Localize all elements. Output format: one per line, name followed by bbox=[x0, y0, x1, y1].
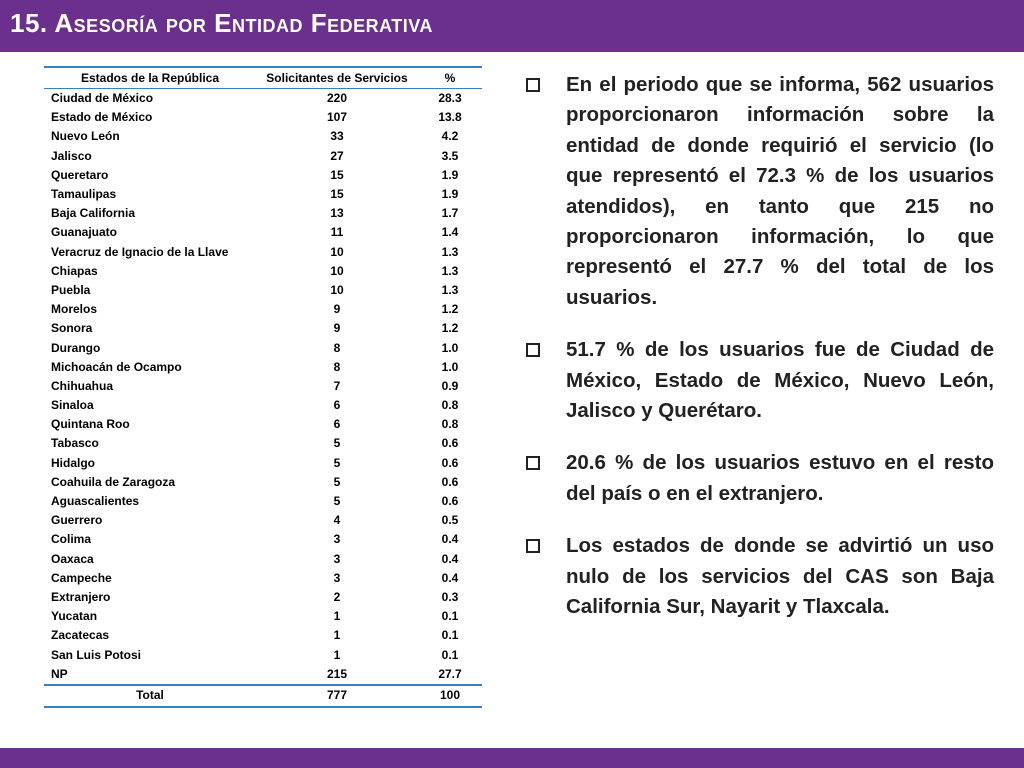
bullet-text: 20.6 % de los usuarios estuvo en el resto del país o en el extranjero. bbox=[566, 451, 994, 505]
checkbox-bullet-icon bbox=[526, 456, 540, 470]
applicants-cell: 9 bbox=[333, 321, 341, 336]
state-name-cell: Zacatecas bbox=[51, 628, 110, 643]
table-row bbox=[44, 166, 482, 185]
total-applicants: 777 bbox=[256, 685, 418, 707]
state-name-cell: Michoacán de Ocampo bbox=[51, 359, 182, 374]
percent-cell: 1.4 bbox=[441, 225, 459, 240]
percent-cell: 1.2 bbox=[441, 302, 459, 317]
table-row bbox=[44, 358, 482, 377]
state-name-cell: Guanajuato bbox=[51, 225, 118, 240]
applicants-cell: 6 bbox=[333, 417, 341, 432]
percent-cell: 0.4 bbox=[441, 570, 459, 585]
percent-cell: 13.8 bbox=[438, 110, 462, 125]
table-row bbox=[44, 243, 482, 262]
percent-cell: 1.3 bbox=[441, 244, 459, 259]
table-row bbox=[44, 473, 482, 492]
applicants-cell: 1 bbox=[333, 647, 341, 662]
table-row bbox=[44, 319, 482, 338]
state-name-cell: Tamaulipas bbox=[51, 187, 117, 202]
slide-title: 15. Asesoría por Entidad Federativa bbox=[10, 8, 433, 38]
table-row bbox=[44, 127, 482, 146]
state-name-cell: Puebla bbox=[51, 282, 91, 297]
total-percent: 100 bbox=[418, 685, 482, 707]
percent-cell: 0.6 bbox=[441, 436, 459, 451]
table-row bbox=[44, 492, 482, 511]
state-name-cell: Guerrero bbox=[51, 513, 103, 528]
state-name-cell: Sonora bbox=[51, 321, 93, 336]
table-row bbox=[44, 300, 482, 319]
applicants-cell: 215 bbox=[326, 666, 348, 681]
percent-cell: 0.1 bbox=[441, 609, 459, 624]
table-row bbox=[44, 530, 482, 549]
percent-cell: 0.8 bbox=[441, 398, 459, 413]
applicants-cell: 10 bbox=[330, 282, 344, 297]
percent-cell: 0.6 bbox=[441, 474, 459, 489]
state-name-cell: Durango bbox=[51, 340, 101, 355]
table-row bbox=[44, 454, 482, 473]
applicants-cell: 33 bbox=[330, 129, 344, 144]
percent-cell: 1.7 bbox=[441, 206, 459, 221]
state-name-cell: Ciudad de México bbox=[51, 91, 154, 106]
percent-cell: 0.5 bbox=[441, 513, 459, 528]
percent-cell: 1.2 bbox=[441, 321, 459, 336]
applicants-cell: 15 bbox=[330, 187, 344, 202]
percent-cell: 0.8 bbox=[441, 417, 459, 432]
applicants-cell: 8 bbox=[333, 359, 341, 374]
table-row bbox=[44, 89, 482, 109]
bullet-item bbox=[520, 335, 994, 426]
table-row bbox=[44, 550, 482, 569]
state-name-cell: Hidalgo bbox=[51, 455, 95, 470]
applicants-cell: 10 bbox=[330, 263, 344, 278]
percent-cell: 28.3 bbox=[438, 91, 462, 106]
percent-cell: 1.9 bbox=[441, 187, 459, 202]
applicants-cell: 5 bbox=[333, 455, 341, 470]
bullet-item bbox=[520, 448, 994, 509]
table-row bbox=[44, 108, 482, 127]
table-row bbox=[44, 281, 482, 300]
percent-cell: 0.1 bbox=[441, 647, 459, 662]
applicants-cell: 5 bbox=[333, 436, 341, 451]
states-table bbox=[44, 66, 482, 708]
bullet-list bbox=[520, 70, 994, 645]
bullet-text: Los estados de donde se advirtió un uso nulo de los servicios del CAS son Baja California Sur, Nayarit y Tlaxcala. bbox=[566, 534, 994, 619]
state-name-cell: Sinaloa bbox=[51, 398, 94, 413]
applicants-cell: 5 bbox=[333, 494, 341, 509]
bullet-item bbox=[520, 70, 994, 313]
applicants-cell: 27 bbox=[330, 148, 344, 163]
percent-cell: 27.7 bbox=[438, 666, 462, 681]
applicants-cell: 11 bbox=[330, 225, 344, 240]
applicants-cell: 10 bbox=[330, 244, 344, 259]
table-header-row bbox=[44, 67, 482, 89]
table-row bbox=[44, 665, 482, 685]
percent-cell: 1.3 bbox=[441, 282, 459, 297]
table-row bbox=[44, 185, 482, 204]
table-row bbox=[44, 645, 482, 664]
table-row bbox=[44, 396, 482, 415]
state-name-cell: Chiapas bbox=[51, 263, 98, 278]
table-total-row bbox=[44, 685, 482, 707]
applicants-cell: 7 bbox=[333, 378, 341, 393]
state-name-cell: Veracruz de Ignacio de la Llave bbox=[51, 244, 229, 259]
state-name-cell: Chihuahua bbox=[51, 378, 113, 393]
table-row bbox=[44, 626, 482, 645]
percent-cell: 0.1 bbox=[441, 628, 459, 643]
applicants-cell: 3 bbox=[333, 551, 341, 566]
table-row bbox=[44, 511, 482, 530]
table-row bbox=[44, 434, 482, 453]
header-applicants: Solicitantes de Servicios bbox=[256, 67, 418, 89]
state-name-cell: Jalisco bbox=[51, 148, 92, 163]
applicants-cell: 220 bbox=[326, 91, 348, 106]
percent-cell: 0.6 bbox=[441, 455, 459, 470]
checkbox-bullet-icon bbox=[526, 539, 540, 553]
applicants-cell: 107 bbox=[326, 110, 348, 125]
table-row bbox=[44, 588, 482, 607]
state-name-cell: Colima bbox=[51, 532, 92, 547]
percent-cell: 0.4 bbox=[441, 551, 459, 566]
table-row bbox=[44, 415, 482, 434]
table-row bbox=[44, 377, 482, 396]
state-name-cell: Tabasco bbox=[51, 436, 99, 451]
state-name-cell: Baja California bbox=[51, 206, 136, 221]
percent-cell: 0.9 bbox=[441, 378, 459, 393]
states-table-container bbox=[44, 66, 482, 708]
applicants-cell: 6 bbox=[333, 398, 341, 413]
table-row bbox=[44, 569, 482, 588]
table-row bbox=[44, 147, 482, 166]
state-name-cell: NP bbox=[51, 666, 68, 681]
state-name-cell: Aguascalientes bbox=[51, 494, 140, 509]
percent-cell: 0.4 bbox=[441, 532, 459, 547]
state-name-cell: Queretaro bbox=[51, 167, 109, 182]
percent-cell: 3.5 bbox=[441, 148, 459, 163]
percent-cell: 1.0 bbox=[441, 359, 459, 374]
bottom-bar bbox=[0, 748, 1024, 768]
applicants-cell: 5 bbox=[333, 474, 341, 489]
state-name-cell: Oaxaca bbox=[51, 551, 94, 566]
checkbox-bullet-icon bbox=[526, 78, 540, 92]
header-percent: % bbox=[418, 67, 482, 89]
applicants-cell: 2 bbox=[333, 589, 341, 604]
bullet-text: 51.7 % de los usuarios fue de Ciudad de México, Estado de México, Nuevo León, Jalisco y Querétaro. bbox=[566, 338, 994, 423]
state-name-cell: Extranjero bbox=[51, 589, 111, 604]
table-row bbox=[44, 262, 482, 281]
state-name-cell: Estado de México bbox=[51, 110, 153, 125]
table-row bbox=[44, 204, 482, 223]
header-states: Estados de la República bbox=[44, 67, 256, 89]
percent-cell: 1.9 bbox=[441, 167, 459, 182]
percent-cell: 1.3 bbox=[441, 263, 459, 278]
title-bar bbox=[0, 0, 1024, 52]
applicants-cell: 13 bbox=[330, 206, 344, 221]
state-name-cell: Morelos bbox=[51, 302, 98, 317]
applicants-cell: 3 bbox=[333, 570, 341, 585]
applicants-cell: 3 bbox=[333, 532, 341, 547]
state-name-cell: Quintana Roo bbox=[51, 417, 130, 432]
state-name-cell: San Luis Potosi bbox=[51, 647, 142, 662]
table-row bbox=[44, 338, 482, 357]
percent-cell: 0.6 bbox=[441, 494, 459, 509]
state-name-cell: Nuevo León bbox=[51, 129, 120, 144]
applicants-cell: 1 bbox=[333, 628, 341, 643]
applicants-cell: 8 bbox=[333, 340, 341, 355]
bullet-text: En el periodo que se informa, 562 usuarios proporcionaron información sobre la entidad de donde requirió el servicio (lo que representó el 72.3 % de los usuarios atendidos), en tanto que 215 no proporcionaron información, lo que representó el 27.7 % del total de los usuarios. bbox=[566, 73, 994, 309]
total-label: Total bbox=[44, 685, 256, 707]
state-name-cell: Campeche bbox=[51, 570, 112, 585]
applicants-cell: 1 bbox=[333, 609, 341, 624]
table-row bbox=[44, 223, 482, 242]
state-name-cell: Yucatan bbox=[51, 609, 98, 624]
percent-cell: 0.3 bbox=[441, 589, 459, 604]
applicants-cell: 4 bbox=[333, 513, 341, 528]
bullet-item bbox=[520, 531, 994, 622]
state-name-cell: Coahuila de Zaragoza bbox=[51, 474, 176, 489]
checkbox-bullet-icon bbox=[526, 343, 540, 357]
table-row bbox=[44, 607, 482, 626]
percent-cell: 4.2 bbox=[441, 129, 459, 144]
applicants-cell: 15 bbox=[330, 167, 344, 182]
table-body bbox=[44, 89, 482, 685]
percent-cell: 1.0 bbox=[441, 340, 459, 355]
applicants-cell: 9 bbox=[333, 302, 341, 317]
